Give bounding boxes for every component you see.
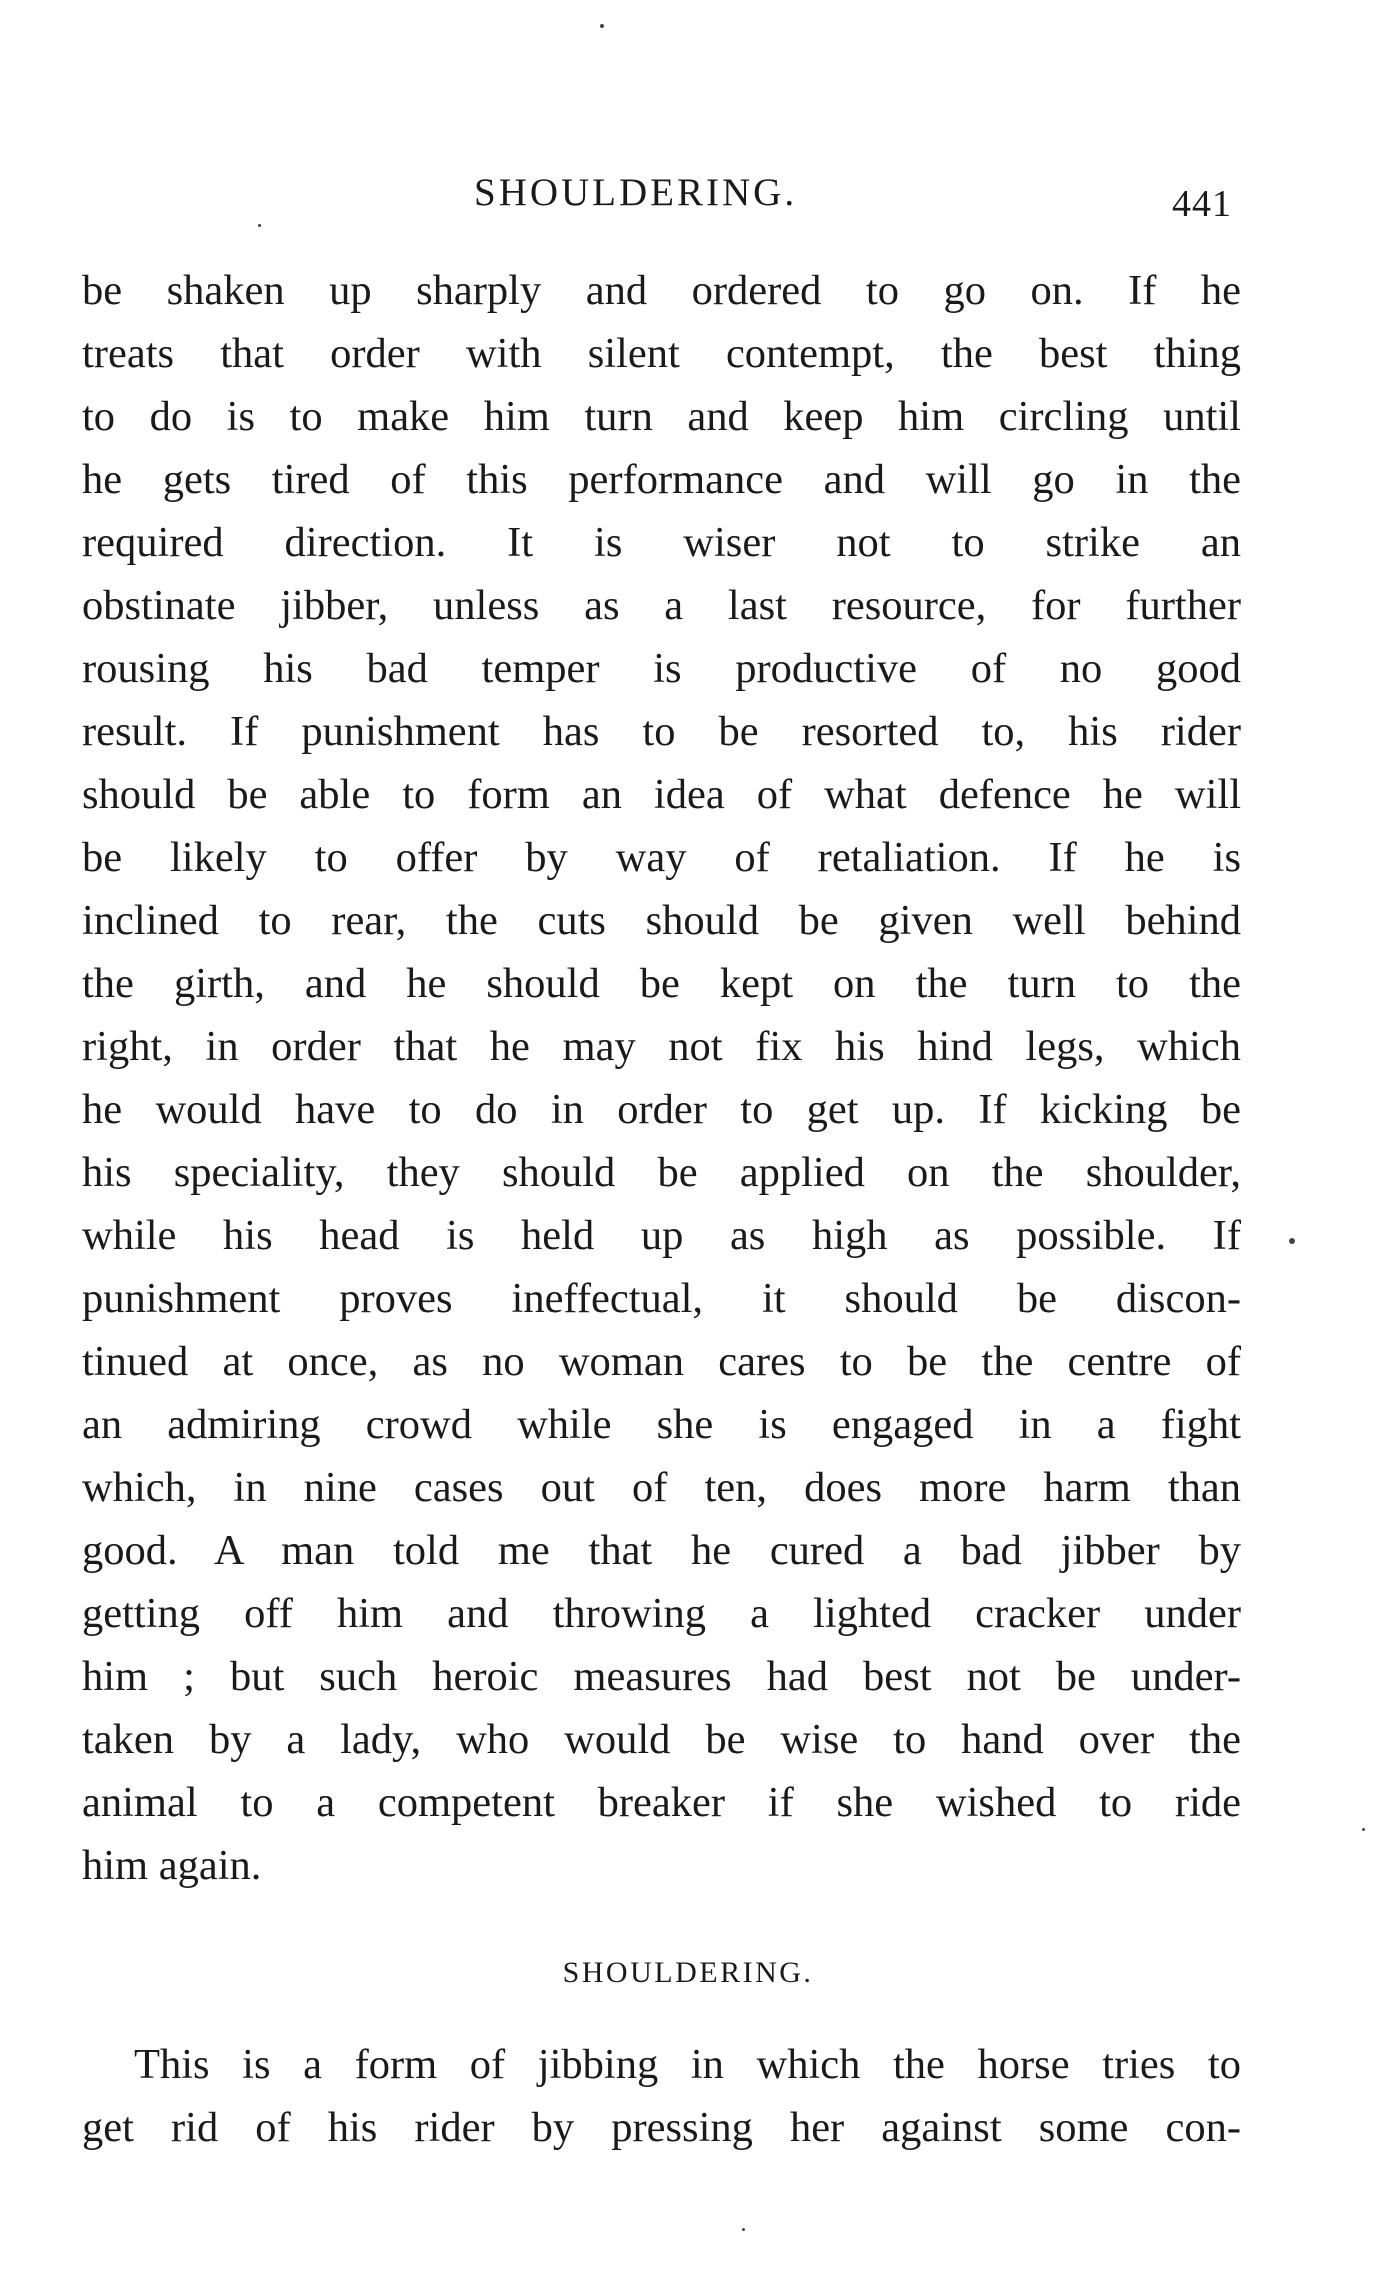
text-line: required direction. It is wiser not to strike an [82, 519, 1241, 566]
text-line: which, in nine cases out of ten, does more harm than [82, 1464, 1241, 1511]
text-line: be likely to offer by way of retaliation. If he is [82, 834, 1241, 881]
print-speck [742, 2228, 745, 2231]
text-line: while his head is held up as high as possible. If [82, 1212, 1241, 1259]
text-line: an admiring crowd while she is engaged in a fight [82, 1401, 1241, 1448]
text-line: rousing his bad temper is productive of no good [82, 645, 1241, 692]
print-speck [258, 224, 261, 227]
text-line: obstinate jibber, unless as a last resource, for further [82, 582, 1241, 629]
text-line: treats that order with silent contempt, the best thing [82, 330, 1241, 377]
text-line: getting off him and throwing a lighted cracker under [82, 1590, 1241, 1637]
text-line: good. A man told me that he cured a bad jibber by [82, 1527, 1241, 1574]
section-heading: SHOULDERING. [562, 1956, 814, 1989]
running-head [0, 170, 1376, 230]
text-line: to do is to make him turn and keep him circling until [82, 393, 1241, 440]
text-line: tinued at once, as no woman cares to be the centre of [82, 1338, 1241, 1385]
text-line: him again. [82, 1842, 262, 1889]
text-line: inclined to rear, the cuts should be given well behind [82, 897, 1241, 944]
text-line: his speciality, they should be applied on the shoulder, [82, 1149, 1241, 1196]
text-line: he gets tired of this performance and will go in the [82, 456, 1241, 503]
text-line: be shaken up sharply and ordered to go on. If he [82, 267, 1241, 314]
text-line: result. If punishment has to be resorted to, his rider [82, 708, 1241, 755]
text-line: him ; but such heroic measures had best not be under- [82, 1653, 1241, 1700]
text-line: should be able to form an idea of what defence he will [82, 771, 1241, 818]
section-paragraph [82, 2033, 1241, 2159]
print-speck [1362, 1828, 1365, 1831]
text-line: This is a form of jibbing in which the horse tries to [134, 2041, 1241, 2088]
text-line: punishment proves ineffectual, it should be discon- [82, 1275, 1241, 1322]
text-line: the girth, and he should be kept on the turn to the [82, 960, 1241, 1007]
print-speck [1289, 1238, 1295, 1244]
text-line: he would have to do in order to get up. If kicking be [82, 1086, 1241, 1133]
text-line: taken by a lady, who would be wise to hand over the [82, 1716, 1241, 1763]
print-speck [600, 24, 604, 28]
body-paragraph [82, 259, 1241, 1897]
text-line: animal to a competent breaker if she wished to ride [82, 1779, 1241, 1826]
running-title: SHOULDERING. [474, 171, 798, 214]
text-line: get rid of his rider by pressing her against some con- [82, 2104, 1241, 2151]
page-number: 441 [1172, 183, 1232, 225]
text-line: right, in order that he may not fix his hind legs, which [82, 1023, 1241, 1070]
